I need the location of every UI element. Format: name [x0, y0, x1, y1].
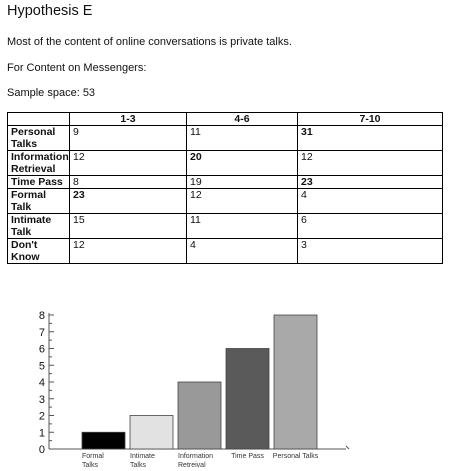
table-header-4-6: 4-6 [187, 113, 298, 126]
sample-space-label: Sample space: 53 [7, 87, 96, 99]
table-row [8, 126, 443, 151]
x-tick-label: Personal Talks [272, 453, 319, 460]
y-tick-label: 1 [38, 427, 45, 440]
row-label: Information Retrieval [8, 151, 70, 176]
table-row [8, 189, 443, 214]
y-tick-label: 5 [38, 360, 45, 373]
table-cell: 9 [70, 126, 187, 151]
x-tick-label: Intimate Talks [130, 453, 155, 469]
table-cell: 12 [70, 239, 187, 264]
table-header-empty [8, 113, 70, 126]
bar [82, 432, 125, 449]
x-tick-label: Information Retreival [178, 453, 214, 469]
table-cell: 20 [187, 151, 298, 176]
bar [274, 315, 317, 449]
table-cell: 23 [70, 189, 187, 214]
x-axis-arrow [346, 446, 349, 449]
y-tick-label: 3 [38, 393, 45, 406]
table-header-1-3: 1-3 [70, 113, 187, 126]
hypothesis-statement: Most of the content of online conversations is private talks. [7, 36, 292, 48]
table-cell: 3 [298, 239, 443, 264]
table-cell: 19 [187, 176, 298, 189]
bar [226, 349, 269, 450]
y-tick-label: 7 [38, 326, 45, 339]
table-row [8, 239, 443, 264]
table-row [8, 176, 443, 189]
context-label: For Content on Messengers: [7, 62, 147, 74]
row-label: Formal Talk [8, 189, 70, 214]
y-tick-label: 0 [38, 444, 45, 456]
results-table [7, 112, 443, 264]
table-row [8, 151, 443, 176]
table-cell: 11 [187, 214, 298, 239]
bar [130, 416, 173, 450]
table-cell: 6 [298, 214, 443, 239]
table-cell: 31 [298, 126, 443, 151]
row-label: Don't Know [8, 239, 70, 264]
bar-chart [0, 300, 451, 471]
table-row [8, 214, 443, 239]
y-tick-label: 2 [38, 410, 45, 423]
y-tick-label: 6 [38, 343, 45, 356]
y-tick-label: 8 [38, 310, 45, 322]
bar [178, 382, 221, 449]
row-label: Intimate Talk [8, 214, 70, 239]
table-header-7-10: 7-10 [298, 113, 443, 126]
row-label: Personal Talks [8, 126, 70, 151]
table-cell: 12 [70, 151, 187, 176]
table-cell: 23 [298, 176, 443, 189]
table-cell: 4 [298, 189, 443, 214]
table-cell: 8 [70, 176, 187, 189]
page-title: Hypothesis E [7, 3, 93, 19]
table-cell: 15 [70, 214, 187, 239]
table-cell: 4 [187, 239, 298, 264]
x-tick-label: Time Pass [231, 453, 264, 460]
table-header-row [8, 113, 443, 126]
x-tick-label: Formal Talks [82, 453, 104, 469]
table-cell: 12 [187, 189, 298, 214]
bars [82, 315, 317, 449]
y-tick-label: 4 [38, 377, 45, 389]
table-cell: 12 [298, 151, 443, 176]
table-cell: 11 [187, 126, 298, 151]
x-axis-labels [82, 453, 319, 469]
row-label: Time Pass [8, 176, 70, 189]
